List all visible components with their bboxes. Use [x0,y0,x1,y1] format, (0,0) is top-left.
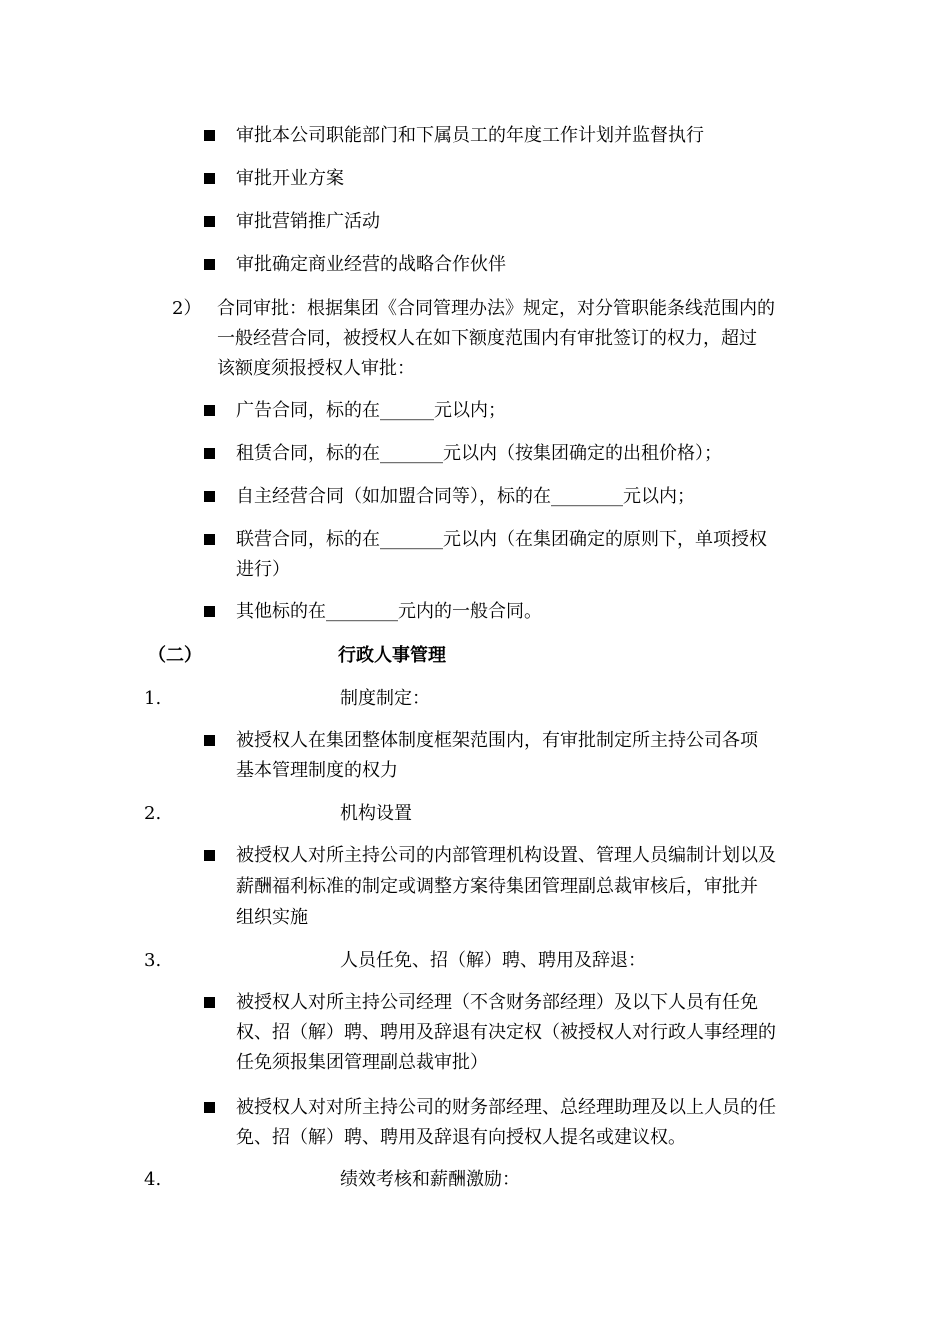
square-bullet-icon [204,606,215,617]
square-bullet-icon [204,997,215,1008]
square-bullet-icon [204,491,215,502]
list-item: 被授权人对对所主持公司的财务部经理、总经理助理及以上人员的任 [236,1097,776,1118]
square-bullet-icon [204,1102,215,1113]
square-bullet-icon [204,173,215,184]
paragraph-line: 该额度须报授权人审批： [217,358,415,379]
list-item: 广告合同，标的在______元以内； [236,400,506,421]
list-item: 其他标的在________元内的一般合同。 [236,601,542,622]
list-item: 联营合同，标的在_______元以内（在集团确定的原则下，单项授权 [236,529,767,550]
subsection-number: 3. [144,950,162,971]
list-item: 自主经营合同（如加盟合同等），标的在________元以内； [236,486,695,507]
list-item: 被授权人对所主持公司的内部管理机构设置、管理人员编制计划以及 [236,845,776,866]
paragraph-line: 一般经营合同，被授权人在如下额度范围内有审批签订的权力，超过 [217,328,757,349]
list-item: 审批营销推广活动 [236,211,380,232]
paragraph-line: 合同审批：根据集团《合同管理办法》规定，对分管职能条线范围内的 [217,298,775,319]
square-bullet-icon [204,448,215,459]
subsection-number: 4. [144,1169,162,1190]
list-item-continuation: 基本管理制度的权力 [236,760,398,781]
subsection-title: 人员任免、招（解）聘、聘用及辞退： [340,950,646,971]
section-title: 行政人事管理 [338,645,446,666]
list-item: 租赁合同，标的在_______元以内（按集团确定的出租价格）； [236,443,722,464]
square-bullet-icon [204,735,215,746]
subsection-title: 机构设置 [340,803,412,824]
list-item: 审批确定商业经营的战略合作伙伴 [236,254,506,275]
list-item-continuation: 组织实施 [236,907,308,928]
list-item-continuation: 薪酬福利标准的制定或调整方案待集团管理副总裁审核后，审批并 [236,876,758,897]
square-bullet-icon [204,405,215,416]
list-item-continuation: 任免须报集团管理副总裁审批） [236,1052,488,1073]
subsection-number: 2. [144,803,162,824]
square-bullet-icon [204,259,215,270]
square-bullet-icon [204,130,215,141]
subsection-title: 绩效考核和薪酬激励： [340,1169,520,1190]
list-item: 被授权人在集团整体制度框架范围内，有审批制定所主持公司各项 [236,730,758,751]
square-bullet-icon [204,850,215,861]
subsection-number: 1. [144,688,162,709]
square-bullet-icon [204,534,215,545]
list-item-continuation: 权、招（解）聘、聘用及辞退有决定权（被授权人对行政人事经理的 [236,1022,776,1043]
list-item: 审批开业方案 [236,168,344,189]
paragraph-number: 2） [172,298,202,319]
subsection-title: 制度制定： [340,688,430,709]
list-item: 被授权人对所主持公司经理（不含财务部经理）及以下人员有任免 [236,992,758,1013]
section-number: （二） [148,645,202,666]
list-item-continuation: 免、招（解）聘、聘用及辞退有向授权人提名或建议权。 [236,1127,686,1148]
list-item: 审批本公司职能部门和下属员工的年度工作计划并监督执行 [236,125,704,146]
square-bullet-icon [204,216,215,227]
list-item-continuation: 进行） [236,559,290,580]
